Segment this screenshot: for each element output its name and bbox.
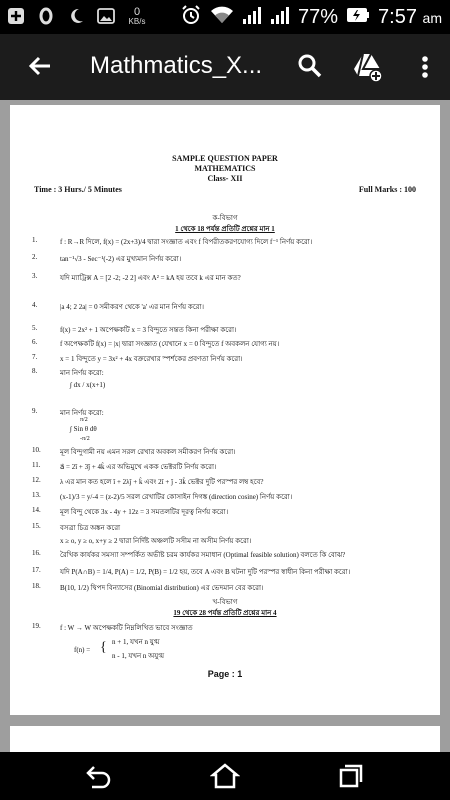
image-icon — [96, 6, 116, 26]
paper-class: Class- XII — [207, 174, 243, 183]
question-number: 4. — [32, 301, 38, 309]
question-number: 1. — [32, 236, 38, 244]
q15-continuation: x ≥ o, y ≥ o, x+y ≥ 2 দ্বারা নির্দিষ্ট অঞ্চলটি সসীম না অসীম নির্ণয় করো। — [60, 537, 252, 545]
search-icon[interactable] — [296, 52, 326, 82]
system-icons — [180, 4, 442, 31]
question-text: tan⁻¹√3 - Sec⁻¹(-2) এর মুখ্যমান নির্ণয় করো। — [60, 255, 182, 263]
question-number: 8. — [32, 367, 38, 375]
pdf-viewer[interactable] — [0, 100, 450, 752]
question-number: 10. — [32, 446, 41, 454]
question-number: 14. — [32, 506, 41, 514]
pdf-page — [10, 105, 440, 715]
question-number: 6. — [32, 338, 38, 346]
paper-marks: Full Marks : 100 — [358, 185, 416, 194]
question-text: |a 4; 2 2a| = 0 সমীকরণ থেকে 'a' এর মান নির্ণয় করো। — [60, 303, 205, 311]
question-text: a⃗ = 2î + 3ĵ + 4k̂ এর অভিমুখে একক ভেক্টরটি নির্ণয় করো। — [60, 463, 217, 471]
section-a-heading: ক-বিভাগ — [212, 214, 238, 222]
question-text: B(10, 1/2) দ্বিপদ বিন্যাসের (Binomial distribution) এর ভেদমান বের করো। — [60, 584, 264, 592]
nav-back-icon[interactable] — [84, 761, 114, 791]
question-text: f : W → W অপেক্ষকটি নিম্নলিখিত ভাবে সংজ্ঞাত — [60, 624, 193, 632]
question-text: মান নির্ণয় করো: — [60, 369, 104, 377]
add-to-drive-icon[interactable] — [352, 52, 382, 82]
system-nav-bar — [0, 752, 450, 800]
paper-time: Time : 3 Hurs./ 5 Minutes — [34, 185, 122, 194]
page-number: Page : 1 — [207, 669, 243, 679]
q19-brace: { — [100, 640, 107, 655]
status-bar — [0, 0, 450, 34]
clock-time: 7:57 — [378, 6, 417, 28]
question-text: মান নির্ণয় করো: — [60, 409, 104, 417]
wifi-icon — [210, 5, 234, 30]
app-toolbar — [0, 34, 450, 100]
q19-case-even: n + 1, যখন n যুগ্ম — [112, 638, 160, 646]
question-text: বসত্রা চিত্র অঙ্কন করো — [60, 524, 121, 532]
nav-home-icon[interactable] — [210, 761, 240, 791]
section-a-note: 1 থেকে 18 পর্যন্ত প্রতিটি প্রশ্নের মান 1 — [175, 225, 275, 233]
question-text: f(x) = 2x² + 1 অপেক্ষকটি x = 3 বিন্দুতে সন্তত কিনা পরীক্ষা করো। — [60, 326, 237, 334]
more-vert-icon[interactable] — [410, 52, 440, 82]
question-number: 7. — [32, 353, 38, 361]
paper-subject: MATHEMATICS — [194, 164, 256, 173]
notification-icons — [6, 6, 148, 26]
alarm-icon — [180, 4, 202, 31]
question-text: f অপেক্ষকটি f(x) = |x| দ্বারা সংজ্ঞাত (যেখানে x = 0 বিন্দুতে f অবকলন যোগ্য নয়। — [60, 340, 280, 348]
ring-icon — [36, 6, 56, 26]
kbs-unit: KB/s — [128, 16, 146, 26]
network-speed — [126, 6, 148, 26]
question-number: 15. — [32, 522, 41, 530]
question-text: λ এর মান কত হলে î + 2λĵ + k̂ এবং 2î + ĵ - 3k̂ ভেক্টর দুটি পরস্পর লম্ব হবে? — [60, 478, 264, 486]
question-number: 9. — [32, 407, 38, 415]
signal-icon — [242, 5, 262, 30]
question-text: x = 1 বিন্দুতে y = 3x² + 4x বক্ররেখার স্পর্শকের প্রবণতা নির্ণয় করো। — [60, 355, 243, 363]
nav-recents-icon[interactable] — [336, 761, 366, 791]
question-number: 17. — [32, 566, 41, 574]
battery-percent: 77% — [298, 6, 339, 28]
question-text: মূল বিন্দুগামী নয় এমন সরল রেখার অবকল সমীকরণ নির্ণয় করো। — [60, 448, 236, 456]
clock — [378, 6, 442, 29]
section-b-heading: খ-বিভাগ — [212, 598, 238, 606]
question-text: (x-1)/3 = y/-4 = (z-2)/5 সরল রেখাটির কোসাইন দিগঙ্ক (direction cosine) নির্ণয় করো। — [60, 493, 293, 501]
question-text: f : R→R দিলে, f(x) = (2x+3)/4 দ্বারা সংজ্ঞাত এবং f বিপরীতকরণযোগ্য দিলে f⁻¹ নির্ণয় করো। — [60, 238, 313, 246]
kbs-value: 0 — [133, 5, 141, 18]
question-number: 11. — [32, 461, 41, 469]
section-b-note: 19 থেকে 28 পর্যন্ত প্রতিটি প্রশ্নের মান 4 — [173, 609, 277, 617]
question-number: 2. — [32, 253, 38, 261]
paper-title: SAMPLE QUESTION PAPER — [172, 154, 278, 163]
q9-upper-limit: π/2 — [80, 417, 88, 423]
q8-integral: ∫ dx / x(x+1) — [70, 381, 106, 389]
question-number: 13. — [32, 491, 41, 499]
question-number: 16. — [32, 549, 41, 557]
question-text: যদি P(A∩B) = 1/4, P(A) = 1/2, P(B) = 1/2 হয়, তবে A এবং B ঘটনা দুটি পরস্পর স্বাধীন কিনা পরীক্ষা করো। — [60, 568, 351, 576]
battery-icon — [346, 6, 370, 29]
question-text: রৈখিক কার্যকর সমস্যা সম্পর্কিত অভীষ্ট চরম কার্যকর সমাধান (Optimal feasible solution) বলতে কি বোঝ? — [60, 551, 346, 559]
question-text: যদি ম্যাট্রিক্স A = [2 -2; -2 2] এবং A² = kA হয় তবে k এর মান কত? — [60, 274, 241, 282]
signal-icon-2 — [270, 5, 290, 30]
document-title: Mathmatics_X... — [90, 52, 263, 79]
q9-integral: ∫ Sin θ dθ — [70, 425, 97, 433]
question-number: 12. — [32, 476, 41, 484]
question-number: 19. — [32, 622, 41, 630]
question-number: 18. — [32, 582, 41, 590]
moon-icon — [66, 6, 86, 26]
q9-lower-limit: -π/2 — [80, 436, 90, 442]
clock-ampm: am — [422, 10, 442, 26]
question-number: 3. — [32, 272, 38, 280]
add-box-icon — [6, 6, 26, 26]
back-arrow-icon[interactable] — [26, 52, 54, 80]
question-text: মূল বিন্দু থেকে 3x - 4y + 12z = 3 সমতলটির দূরত্ব নির্ণয় করো। — [60, 508, 229, 516]
q19-function: f(n) = — [74, 646, 91, 654]
q19-case-odd: n - 1, যখন n অযুগ্ম — [112, 652, 165, 660]
question-number: 5. — [32, 324, 38, 332]
